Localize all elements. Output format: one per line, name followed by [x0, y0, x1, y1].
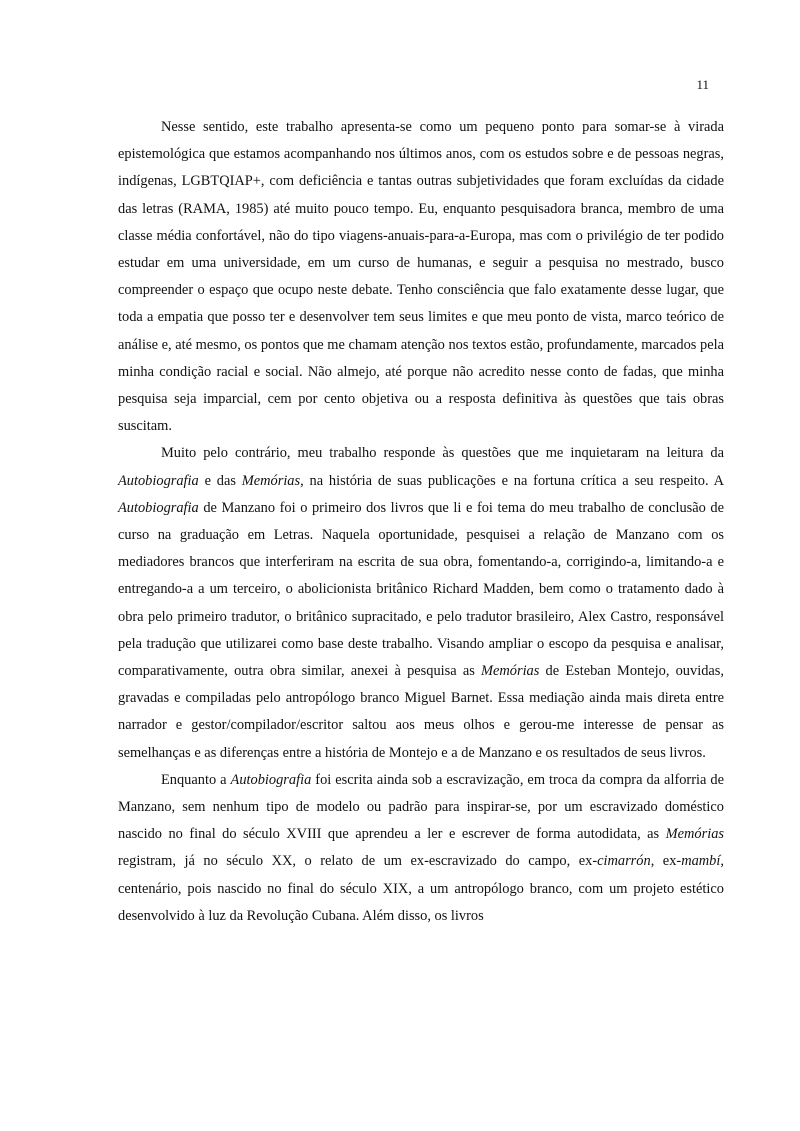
italic-title: mambí	[681, 853, 721, 870]
text-run: , ex-	[650, 853, 682, 870]
text-run: foi escrita ainda sob a escravização, em troca da compra da alforria de Manzano, sem nenhum tipo de modelo ou padrão para inspirar-se, por um escravizado doméstico nascido no final do século XVIII que aprendeu a ler e escrever de forma autodidata, as	[118, 771, 724, 843]
paragraph	[118, 767, 724, 930]
text-run: e das	[198, 472, 242, 489]
italic-title: Autobiografia	[118, 472, 199, 489]
text-run: de Esteban Montejo, ouvidas, gravadas e compiladas pelo antropólogo branco Miguel Barnet. Essa mediação ainda mais direta entre narrador e gestor/compilador/escritor saltou aos meus olhos e gerou-me interesse de pensar as semelhanças e as diferenças entre a história de Montejo e a de Manzano e os resultados de seus livros.	[118, 663, 724, 761]
page-number: 11	[696, 77, 709, 92]
paragraph	[118, 440, 724, 766]
italic-title: cimarrón	[597, 853, 651, 870]
italic-title: Autobiografia	[230, 771, 312, 788]
italic-title: Memórias	[241, 472, 301, 489]
text-run: , na história de suas publicações e na fortuna crítica a seu respeito. A	[300, 472, 724, 489]
italic-title: Memórias	[665, 826, 724, 843]
text-run: Nesse sentido, este trabalho apresenta-se como um pequeno ponto para somar-se à virada epistemológica que estamos acompanhando nos últimos anos, com os estudos sobre e de pessoas negras, indígenas, LGBTQIAP+, com deficiência e tantas outras subjetividades que foram excluídas da cidade das letras (RAMA, 1985) até muito pouco tempo. Eu, enquanto pesquisadora branca, membro de uma classe média confortável, não do tipo viagens-anuais-para-a-Europa, mas com o privilégio de ter podido estudar em uma universidade, em um curso de humanas, e seguir a pesquisa no mestrado, busco compreender o espaço que ocupo neste debate. Tenho consciência que falo exatamente desse lugar, que toda a empatia que posso ter e desenvolver tem seus limites e que meu ponto de vista, marco teórico de análise e, até mesmo, os pontos que me chamam atenção nos textos estão, profundamente, marcados pela minha condição racial e social. Não almejo, até porque não acredito nesse conto de fadas, que minha pesquisa seja imparcial, cem por cento objetiva ou a resposta definitiva às questões que tais obras suscitam.	[118, 119, 724, 435]
text-run: de Manzano foi o primeiro dos livros que li e foi tema do meu trabalho de conclusão de curso na graduação em Letras. Naquela oportunidade, pesquisei a relação de Manzano com os mediadores brancos que interferiram na escrita de sua obra, fomentando-a, corrigindo-a, limitando-a e entregando-a a um terceiro, o abolicionista britânico Richard Madden, bem como o tratamento dado à obra pelo primeiro tradutor, o britânico supracitado, e pelo tradutor brasileiro, Alex Castro, responsável pela tradução que utilizarei como base deste trabalho. Visando ampliar o escopo da pesquisa e analisar, comparativamente, outra obra similar, anexei à pesquisa as	[118, 499, 724, 680]
body-text	[118, 114, 724, 930]
paragraph	[118, 114, 724, 440]
italic-title: Autobiografia	[118, 499, 199, 516]
italic-title: Memórias	[481, 663, 540, 680]
text-run: registram, já no século XX, o relato de um ex-escravizado do campo, ex-	[118, 853, 598, 870]
text-run: , centenário, pois nascido no final do século XIX, a um antropólogo branco, com um projeto estético desenvolvido à luz da Revolução Cubana. Além disso, os livros	[118, 853, 724, 924]
text-run: Muito pelo contrário, meu trabalho responde às questões que me inquietaram na leitura da	[161, 445, 724, 462]
text-run: Enquanto a	[161, 771, 231, 788]
